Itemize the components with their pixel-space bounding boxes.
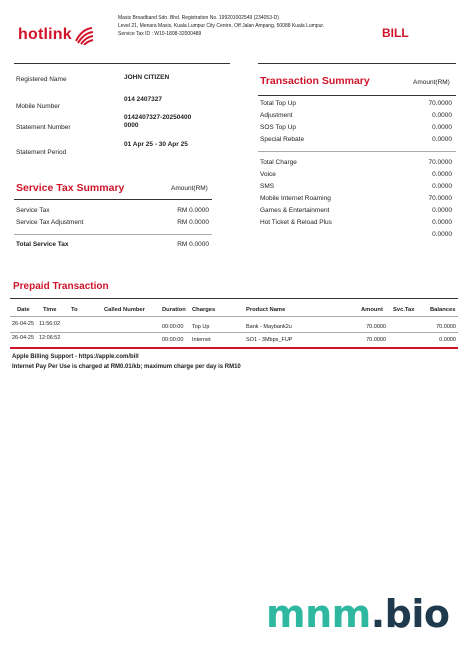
row-amount: 70.0000 [366,324,386,330]
row-time: 12:06:52 [39,335,61,341]
col-header: Time [43,307,57,313]
col-header: Duration [162,307,186,313]
prepaid-title: Prepaid Transaction [13,281,109,292]
ts-label: Games & Entertainment [260,207,330,214]
col-header: Date [17,307,30,313]
table-bottom-bar [10,347,458,349]
ts-value: 70.0000 [428,100,452,107]
col-header: Product Name [246,307,286,313]
statement-number-line: 0142407327-20250400 [124,114,192,121]
st-label: Service Tax Adjustment [16,219,84,226]
col-header: Amount [361,307,383,313]
st-label: Service Tax [16,207,50,214]
divider [10,332,458,333]
row-amount: 70.0000 [366,337,386,343]
brand-wave-icon [73,25,95,45]
ts-label: Total Top Up [260,100,297,107]
col-header: Charges [192,307,216,313]
mobile-number: 014 2407327 [124,96,162,103]
statement-number [124,114,191,130]
row-date: 26-04-25 [12,335,35,341]
ts-label: Hot Ticket & Reload Plus [260,219,332,226]
ts-label: SOS Top Up [260,124,297,131]
ts-label: Adjustment [260,112,293,119]
statement-number-line: 0000 [124,122,139,129]
row-duration: 00:00:00 [162,324,184,330]
company-line: Level 21, Menara Maxis, Kuala Lumpur City Centre, Off Jalan Ampang, 50088 Kuala Lumpur. [118,23,325,29]
registered-name-label: Registered Name [16,76,67,83]
divider [258,63,456,64]
row-balance: 0.0000 [439,337,456,343]
row-charges: Internet [192,337,211,343]
service-tax-title: Service Tax Summary [16,182,125,194]
col-header: To [71,307,78,313]
divider [14,63,230,64]
row-date: 26-04-25 [12,321,35,327]
ts-label: Special Rebate [260,136,305,143]
ts-value: 0.0000 [432,207,452,214]
statement-period-label: Statement Period [16,149,67,156]
ts-value: 0.0000 [432,219,452,226]
transaction-summary-title: Transaction Summary [260,75,370,87]
divider [10,316,458,317]
watermark-left: mnm [266,592,371,636]
ts-value: 0.0000 [432,183,452,190]
st-value: RM 0.0000 [177,207,209,214]
total-service-tax-value: RM 0.0000 [177,241,209,248]
ts-value: 70.0000 [428,159,452,166]
registered-name: JOHN CITIZEN [124,74,170,81]
divider [258,95,456,96]
service-tax-amount-header: Amount(RM) [171,185,208,192]
amount-header: Amount(RM) [413,79,450,86]
row-product: Bank - Maybank2u [246,324,292,330]
pricing-note: Internet Pay Per Use is charged at RM0.01/kb; maximum charge per day is RM10 [12,364,241,370]
doc-type: BILL [382,26,409,40]
company-info [118,14,368,38]
row-product: SO1 - 3Mbps_FUP [246,337,293,343]
total-service-tax-label: Total Service Tax [16,241,69,248]
divider [258,151,456,152]
col-header: Called Number [104,307,145,313]
ts-value: 0.0000 [432,112,452,119]
ts-value: 0.0000 [432,171,452,178]
ts-value: 70.0000 [428,195,452,202]
company-line: Service Tax ID : W10-1808-32000489 [118,31,202,37]
ts-label: Total Charge [260,159,297,166]
ts-value: 0.0000 [432,231,452,238]
mobile-label: Mobile Number [16,103,61,110]
watermark-right: .bio [370,592,450,636]
watermark [266,594,450,634]
brand-logo [18,26,72,44]
col-header: Svc.Tax [393,307,415,313]
divider [14,234,212,235]
brand-name: hotlink [18,26,72,43]
ts-label: Voice [260,171,276,178]
row-charges: Top Up [192,324,210,330]
st-value: RM 0.0000 [177,219,209,226]
row-duration: 00:00:00 [162,337,184,343]
row-time: 11:56:02 [39,321,61,327]
company-line: Maxis Broadband Sdn. Bhd. Registration No. 199201002549 (234053-D) [118,15,279,21]
ts-label: SMS [260,183,275,190]
divider [14,199,212,200]
ts-value: 0.0000 [432,136,452,143]
ts-label: Mobile Internet Roaming [260,195,331,202]
support-text: Apple Billing Support - https://apple.com/bill [12,354,139,360]
row-balance: 70.0000 [436,324,456,330]
statement-number-label: Statement Number [16,124,71,131]
divider [10,298,458,299]
statement-period: 01 Apr 25 - 30 Apr 25 [124,141,188,148]
ts-value: 0.0000 [432,124,452,131]
col-header: Balances [430,307,456,313]
